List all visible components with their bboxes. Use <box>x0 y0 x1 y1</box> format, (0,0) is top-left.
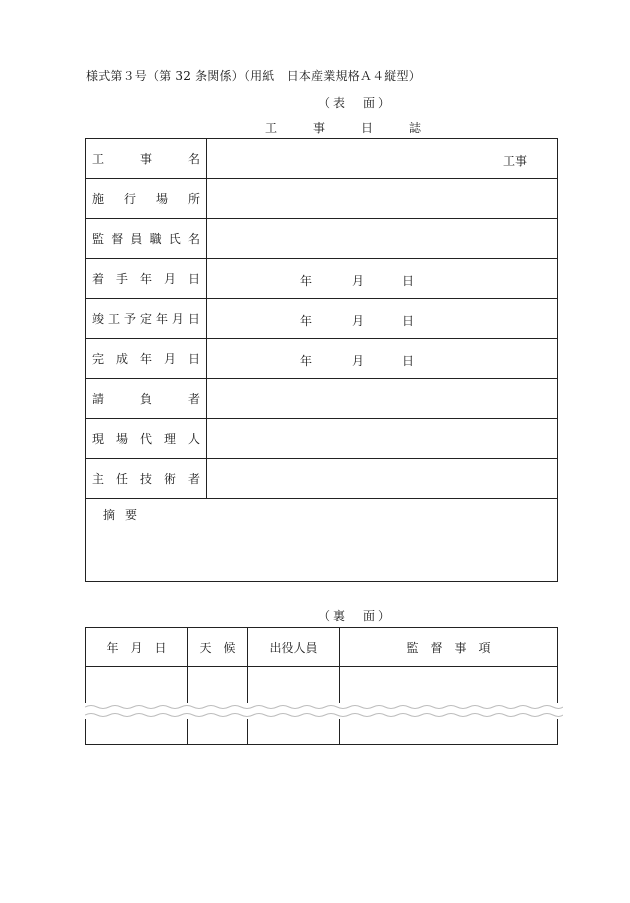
back-side-label: （裏 面） <box>318 609 394 623</box>
row-planned-completion-date <box>86 299 558 339</box>
summary-label: 摘要 <box>103 508 148 522</box>
row-construction-name <box>86 139 558 179</box>
row-start-date <box>86 259 558 299</box>
label-site-location: 施 行 場 所 <box>86 179 207 219</box>
header-workers: 出役人員 <box>248 628 340 667</box>
cell-supervision-items[interactable] <box>340 667 558 706</box>
row-chief-engineer <box>86 459 558 499</box>
date-year: 年 <box>300 274 313 288</box>
header-supervision-items: 監 督 事 項 <box>340 628 558 667</box>
row-completion-date <box>86 339 558 379</box>
date-year: 年 <box>300 354 313 368</box>
label-planned-completion-date: 竣 工 予 定 年 月 日 <box>86 299 207 339</box>
back-header-row <box>86 628 558 667</box>
table-row <box>86 667 558 706</box>
title-char: 事 <box>313 121 326 135</box>
header-date: 年 月 日 <box>86 628 188 667</box>
label-completion-date: 完 成 年 月 日 <box>86 339 207 379</box>
date-day: 日 <box>402 314 415 328</box>
cell-date[interactable] <box>86 667 188 706</box>
field-contractor[interactable] <box>207 379 558 419</box>
row-site-location <box>86 179 558 219</box>
date-month: 月 <box>352 274 365 288</box>
front-side-label: （表 面） <box>318 96 394 110</box>
title-char: 工 <box>265 121 278 135</box>
title-char: 誌 <box>409 121 422 135</box>
date-day: 日 <box>402 274 415 288</box>
label-contractor: 請 負 者 <box>86 379 207 419</box>
label-start-date: 着 手 年 月 日 <box>86 259 207 299</box>
field-supervisor[interactable] <box>207 219 558 259</box>
title-char: 日 <box>361 121 374 135</box>
field-chief-engineer[interactable] <box>207 459 558 499</box>
label-construction-name: 工 事 名 <box>86 139 207 179</box>
date-day: 日 <box>402 354 415 368</box>
label-chief-engineer: 主 任 技 術 者 <box>86 459 207 499</box>
field-planned-completion-date[interactable] <box>207 299 558 339</box>
field-completion-date[interactable] <box>207 339 558 379</box>
cell-workers[interactable] <box>248 667 340 706</box>
cell-weather[interactable] <box>188 667 248 706</box>
row-contractor <box>86 379 558 419</box>
row-summary <box>86 499 558 582</box>
table-break-marker <box>85 703 563 719</box>
field-site-location[interactable] <box>207 179 558 219</box>
date-year: 年 <box>300 314 313 328</box>
back-table <box>85 627 558 745</box>
label-site-agent: 現 場 代 理 人 <box>86 419 207 459</box>
date-month: 月 <box>352 314 365 328</box>
label-supervisor: 監 督 員 職 氏 名 <box>86 219 207 259</box>
construction-suffix: 工事 <box>502 154 527 168</box>
field-summary[interactable] <box>86 499 558 582</box>
date-month: 月 <box>352 354 365 368</box>
front-table <box>85 138 558 582</box>
wavy-break-icon <box>85 703 563 719</box>
field-start-date[interactable] <box>207 259 558 299</box>
field-site-agent[interactable] <box>207 419 558 459</box>
header-weather: 天 候 <box>188 628 248 667</box>
row-supervisor <box>86 219 558 259</box>
form-reference: 様式第３号（第 32 条関係）（用紙 日本産業規格Ａ４縦型） <box>86 69 421 83</box>
page-title <box>265 119 457 136</box>
row-site-agent <box>86 419 558 459</box>
field-construction-name[interactable] <box>207 139 558 179</box>
